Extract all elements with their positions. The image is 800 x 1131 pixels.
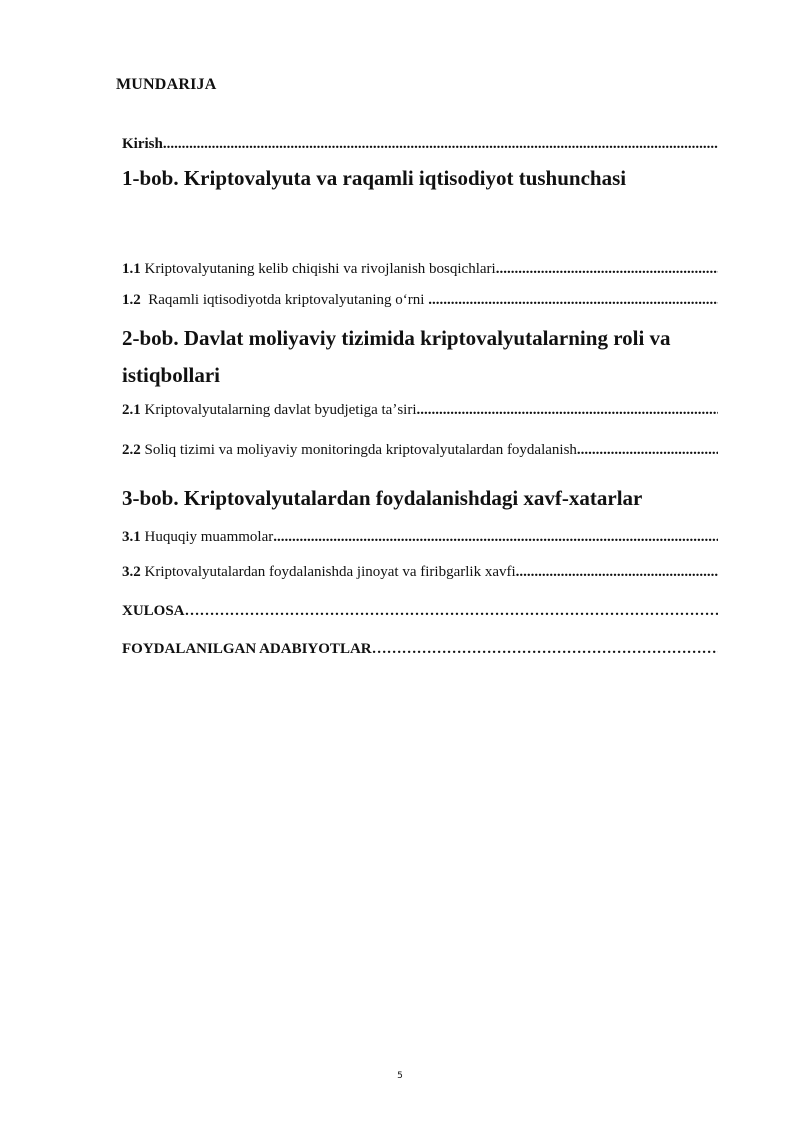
toc-entry-references: [122, 641, 718, 658]
toc-entry-3-2: [122, 564, 718, 581]
dot-leader: [428, 292, 718, 309]
page-number: 5: [397, 1071, 403, 1081]
section-number: 2.1: [122, 402, 141, 418]
section-number: 3.1: [122, 529, 141, 545]
toc-entry-label: Kirish: [122, 136, 163, 152]
toc-entry-label: XULOSA: [122, 603, 185, 619]
dot-leader: [417, 402, 718, 419]
section-number: 2.2: [122, 442, 141, 458]
dot-leader: [372, 641, 718, 658]
toc-entry-label: Kriptovalyutalardan foydalanishda jinoyat va firibgarlik xavfi: [144, 564, 516, 580]
toc-entry-1-1: [122, 261, 718, 278]
section-number: 1.2: [122, 292, 141, 308]
toc-entry-3-1: [122, 529, 718, 546]
toc-title: MUNDARIJA: [116, 76, 217, 93]
toc-entry-label: Huquqiy muammolar: [144, 529, 274, 545]
section-number: 1.1: [122, 261, 141, 277]
dot-leader: [577, 442, 718, 459]
toc-entry-2-1: [122, 402, 718, 419]
toc-entry-conclusion: [122, 603, 718, 620]
toc-entry-label: Soliq tizimi va moliyaviy monitoringda kriptovalyutalardan foydalanish: [144, 442, 577, 458]
toc-chapter-2: 2-bob. Davlat moliyaviy tizimida kriptovalyutalarning roli va istiqbollari: [122, 326, 671, 387]
toc-entry-intro: [122, 136, 718, 153]
dot-leader: [496, 261, 718, 278]
toc-entry-label: Kriptovalyutalarning davlat byudjetiga taʼsiri: [144, 402, 417, 418]
section-number: 3.2: [122, 564, 141, 580]
toc-chapter-3: 3-bob. Kriptovalyutalardan foydalanishdagi xavf-xatarlar: [122, 486, 643, 510]
toc-entry-label: Raqamli iqtisodiyotda kriptovalyutaning oʻrni: [148, 292, 425, 308]
toc-entry-label: FOYDALANILGAN ADABIYOTLAR: [122, 641, 372, 657]
dot-leader: [185, 603, 718, 620]
dot-leader: [163, 136, 718, 153]
dot-leader: [516, 564, 718, 581]
toc-chapter-1: 1-bob. Kriptovalyuta va raqamli iqtisodiyot tushunchasi: [122, 166, 627, 190]
toc-entry-label: Kriptovalyutaning kelib chiqishi va rivojlanish bosqichlari: [144, 261, 496, 277]
toc-entry-2-2: [122, 442, 718, 459]
toc-entry-1-2: [122, 292, 718, 309]
dot-leader: [273, 529, 718, 546]
